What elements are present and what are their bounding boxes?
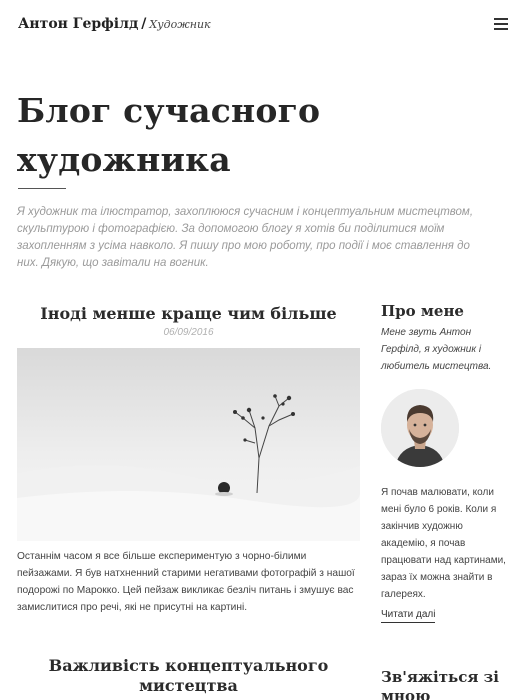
site-title[interactable] <box>18 16 211 32</box>
post-image[interactable] <box>17 348 360 541</box>
post-excerpt: Останнім часом я все більше експериментую з чорно-білими пейзажами. Я був натхненний старими негативами фотографій з нашої подорожі по Марокко. Цей пейзаж викликає безліч питань і змушує вас замислитися про речі, які не присутні на картині. <box>17 551 355 613</box>
post-date: 06/09/2016 <box>163 327 214 338</box>
site-name[interactable]: Антон Герфілд <box>18 16 139 32</box>
portrait-illustration <box>381 389 459 467</box>
sidebar-contact-heading: Зв'яжіться зі мною <box>381 668 499 700</box>
sidebar-about-heading: Про мене <box>381 302 464 320</box>
title-divider <box>18 188 66 189</box>
sidebar-about-intro: Мене звуть Антон Герфілд, я художник і любитель мистецтва. <box>381 327 492 372</box>
hamburger-icon[interactable] <box>494 18 508 30</box>
sidebar-about-text: Я почав малювати, коли мені було 6 років. Коли я закінчив художню академію, я почав працювати над картинами, зараз їх можна знайти в галереях. <box>381 487 506 600</box>
landscape-tree-illustration <box>17 348 360 541</box>
page-title: Блог сучасного художника <box>17 91 321 179</box>
post-title-link[interactable]: Іноді менше краще чим більше <box>40 304 337 323</box>
site-role: Художник <box>149 18 211 31</box>
post-title-link[interactable]: Важливість концептуального мистецтва <box>48 656 329 695</box>
title-separator: / <box>141 16 147 32</box>
site-header <box>18 15 508 39</box>
avatar <box>381 389 459 467</box>
read-more-link[interactable]: Читати далі <box>381 609 435 623</box>
intro-text: Я художник та ілюстратор, захоплююся сучасним і концептуальним мистецтвом, скульптурою і фотографією. За допомогою блогу я хотів би поділитися моїм захопленням з усіма навколо. Я пишу про мою роботу, про події і моє ставлення до них. Дякую, що завітали на вогник. <box>17 206 474 269</box>
